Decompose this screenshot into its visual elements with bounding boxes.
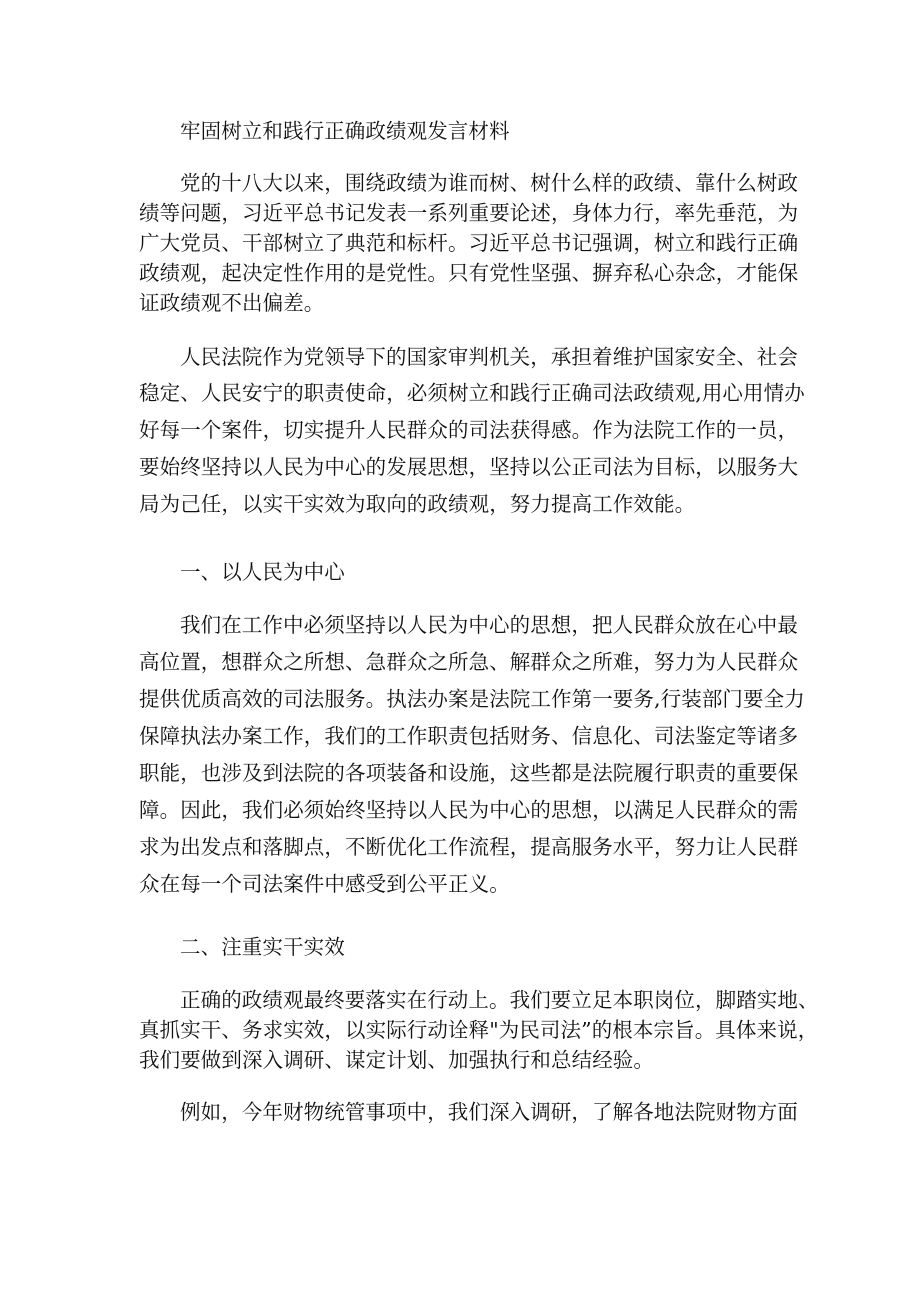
paragraph-2-line-1: 人民法院作为党领导下的国家审判机关，承担着维护国家安全、社会 [180, 345, 798, 369]
paragraph-1-line-2: 绩等问题，习近平总书记发表一系列重要论述，身体力行，率先垂范，为 [139, 201, 799, 225]
paragraph-1-line-1: 党的十八大以来，围绕政绩为谁而树、树什么样的政绩、靠什么树政 [180, 171, 798, 195]
paragraph-2-line-4: 要始终坚持以人民为中心的发展思想，坚持以公正司法为目标，以服务大 [139, 455, 799, 479]
paragraph-1-line-4: 政绩观，起决定性作用的是党性。只有党性坚强、摒弃私心杂念，才能保 [139, 261, 799, 285]
paragraph-3-line-4: 保障执法办案工作，我们的工作职责包括财务、信息化、司法鉴定等诸多 [139, 724, 799, 748]
paragraph-3-line-7: 求为出发点和落脚点，不断优化工作流程，提高服务水平，努力让人民群 [139, 835, 799, 859]
paragraph-2-line-5: 局为己任，以实干实效为取向的政绩观，努力提高工作效能。 [139, 492, 696, 516]
paragraph-3-line-1: 我们在工作中必须坚持以人民为中心的思想，把人民群众放在心中最 [180, 613, 798, 637]
paragraph-4-line-1: 正确的政绩观最终要落实在行动上。我们要立足本职岗位，脚踏实地、 [180, 988, 819, 1012]
document-title: 牢固树立和践行正确政绩观发言材料 [180, 119, 510, 143]
paragraph-3-line-2: 高位置，想群众之所想、急群众之所急、解群众之所难，努力为人民群众 [139, 650, 799, 674]
paragraph-1-line-3: 广大党员、干部树立了典范和标杆。习近平总书记强调，树立和践行正确 [139, 231, 799, 255]
paragraph-1-line-5: 证政绩观不出偏差。 [139, 291, 325, 315]
paragraph-4-line-2: 真抓实干、务求实效，以实际行动诠释"为民司法”的根本宗旨。具体来说， [139, 1018, 819, 1042]
paragraph-3-line-6: 障。因此，我们必须始终坚持以人民为中心的思想，以满足人民群众的需 [139, 798, 799, 822]
section-heading-2: 二、注重实干实效 [180, 935, 345, 959]
paragraph-2-line-3: 好每一个案件，切实提升人民群众的司法获得感。作为法院工作的一员， [139, 418, 799, 442]
paragraph-3-line-8: 众在每一个司法案件中感受到公平正义。 [139, 872, 510, 896]
paragraph-5-line-1: 例如，今年财物统管事项中，我们深入调研，了解各地法院财物方面 [180, 1100, 798, 1124]
paragraph-4-line-3: 我们要做到深入调研、谋定计划、加强执行和总结经验。 [139, 1048, 654, 1072]
section-heading-1: 一、以人民为中心 [180, 560, 345, 584]
paragraph-3-line-5: 职能，也涉及到法院的各项装备和设施，这些都是法院履行职责的重要保 [139, 761, 799, 785]
paragraph-2-line-2: 稳定、人民安宁的职责使命，必须树立和践行正确司法政绩观,用心用情办 [139, 381, 805, 405]
paragraph-3-line-3: 提供优质高效的司法服务。执法办案是法院工作第一要务,行装部门要全力 [139, 687, 805, 711]
